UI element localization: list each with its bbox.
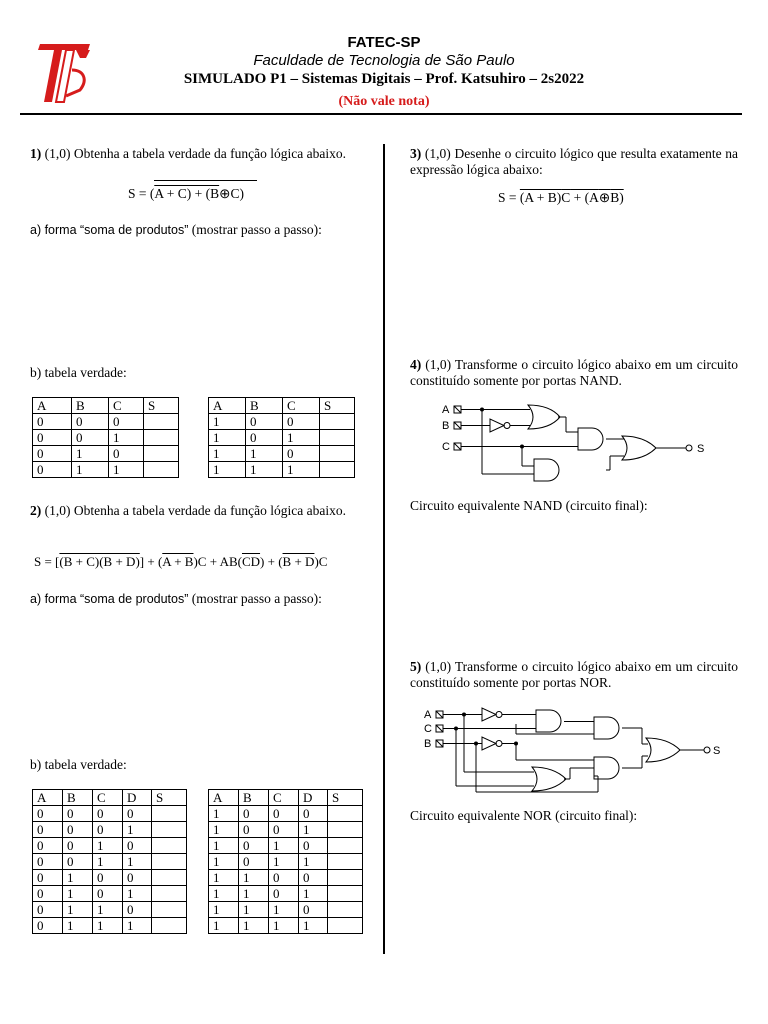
table-cell (320, 462, 355, 478)
table-cell: 1 (63, 918, 93, 934)
table-row (209, 854, 363, 870)
table-cell: 1 (209, 902, 239, 918)
table-cell (328, 822, 363, 838)
table-cell: 1 (109, 430, 144, 446)
table-cell: 0 (33, 918, 63, 934)
table-header-cell: S (152, 790, 187, 806)
table-header-cell: A (33, 398, 72, 414)
table-cell (328, 806, 363, 822)
table-cell: 1 (269, 838, 299, 854)
table-cell: 1 (299, 918, 328, 934)
table-cell (328, 902, 363, 918)
table-cell (144, 414, 179, 430)
table-cell: 0 (269, 822, 299, 838)
table-header-cell: S (328, 790, 363, 806)
table-cell: 1 (209, 446, 246, 462)
table-cell: 1 (209, 806, 239, 822)
table-row (33, 838, 187, 854)
table-cell (152, 838, 187, 854)
table-cell: 0 (93, 870, 123, 886)
q1-eq-overbar (154, 180, 257, 181)
table-cell: 0 (123, 806, 152, 822)
q1-truth-table-right (208, 397, 355, 478)
table-cell: 1 (239, 902, 269, 918)
q5-output-s: S (713, 745, 721, 757)
table-cell: 0 (123, 838, 152, 854)
table-row (33, 462, 179, 478)
header-rule (20, 113, 742, 115)
table-cell: 0 (246, 430, 283, 446)
table-cell: 1 (209, 886, 239, 902)
q3-statement: 3) (1,0) Desenhe o circuito lógico que resulta exatamente na expressão lógica abaixo: (410, 146, 738, 177)
table-header-cell: A (209, 790, 239, 806)
table-cell: 0 (269, 870, 299, 886)
q2-equation: $S = [(B + C)(B + D)] + (A + B)C + AB(\overline{CD}) + (B + D)C$ (34, 554, 328, 569)
table-cell: 1 (269, 854, 299, 870)
table-cell: 0 (246, 414, 283, 430)
table-cell (144, 446, 179, 462)
table-cell (320, 446, 355, 462)
table-cell: 1 (72, 462, 109, 478)
table-cell (320, 414, 355, 430)
q4-output-s: S (697, 443, 705, 455)
table-cell: 0 (239, 838, 269, 854)
q5-circuit-diagram (420, 700, 730, 798)
table-row (33, 918, 187, 934)
table-cell: 1 (283, 430, 320, 446)
table-cell: 0 (93, 886, 123, 902)
table-header-cell: C (283, 398, 320, 414)
table-cell: 1 (269, 918, 299, 934)
table-cell (152, 854, 187, 870)
table-cell: 1 (246, 446, 283, 462)
table-cell (328, 918, 363, 934)
table-header-cell: C (109, 398, 144, 414)
table-cell: 1 (93, 902, 123, 918)
table-cell: 0 (63, 838, 93, 854)
q5-equivalent-label: Circuito equivalente NOR (circuito final): (410, 808, 638, 823)
table-cell: 0 (33, 414, 72, 430)
table-header-row (33, 790, 187, 806)
table-row (209, 838, 363, 854)
q5-statement: 5) (1,0) Transforme o circuito lógico abaixo em um circuito constituído somente por portas NOR. (410, 659, 738, 690)
table-header-cell: C (93, 790, 123, 806)
q4-equivalent-label: Circuito equivalente NAND (circuito final): (410, 498, 648, 513)
table-cell: 0 (72, 430, 109, 446)
table-cell: 1 (209, 430, 246, 446)
table-row (33, 902, 187, 918)
q4-statement: 4) (1,0) Transforme o circuito lógico abaixo em um circuito constituído somente por portas NAND. (410, 357, 738, 388)
table-row (33, 822, 187, 838)
table-cell: 0 (299, 806, 328, 822)
table-cell: 0 (63, 806, 93, 822)
q2-part-b: b) tabela verdade: (30, 757, 127, 772)
table-cell: 1 (299, 854, 328, 870)
table-cell: 0 (33, 886, 63, 902)
table-row (33, 446, 179, 462)
table-cell: 1 (72, 446, 109, 462)
table-cell (144, 430, 179, 446)
table-cell: 0 (63, 854, 93, 870)
table-header-cell: S (144, 398, 179, 414)
table-header-row (33, 398, 179, 414)
table-header-cell: A (209, 398, 246, 414)
table-cell: 1 (63, 870, 93, 886)
q2-truth-table-right (208, 789, 363, 934)
table-cell (152, 870, 187, 886)
table-cell: 0 (299, 838, 328, 854)
table-header-cell: D (123, 790, 152, 806)
table-cell: 1 (63, 886, 93, 902)
q1-equation: S = (A + C) + (B⊕C) (128, 186, 244, 201)
table-cell: 1 (209, 822, 239, 838)
q1-part-b: b) tabela verdade: (30, 365, 127, 380)
table-cell: 0 (269, 806, 299, 822)
table-cell: 0 (299, 902, 328, 918)
table-header-cell: B (246, 398, 283, 414)
table-cell (328, 854, 363, 870)
table-cell: 1 (209, 462, 246, 478)
table-cell: 0 (239, 822, 269, 838)
table-cell: 0 (33, 854, 63, 870)
q1-part-a: a) forma “soma de produtos” (mostrar passo a passo): (30, 222, 322, 237)
table-header-cell: B (239, 790, 269, 806)
table-cell: 1 (246, 462, 283, 478)
exam-note: (Não vale nota) (338, 94, 430, 109)
table-cell: 0 (33, 462, 72, 478)
table-cell: 1 (93, 854, 123, 870)
q1-statement: 1) (1,0) Obtenha a tabela verdade da função lógica abaixo. (30, 146, 346, 161)
table-header-cell: C (269, 790, 299, 806)
q2-statement: 2) (1,0) Obtenha a tabela verdade da função lógica abaixo. (30, 503, 346, 518)
table-cell (328, 870, 363, 886)
table-cell: 1 (239, 886, 269, 902)
table-cell: 0 (33, 430, 72, 446)
table-cell: 0 (109, 414, 144, 430)
table-cell: 0 (269, 886, 299, 902)
table-header-cell: D (299, 790, 328, 806)
q2-part-a: a) forma “soma de produtos” (mostrar passo a passo): (30, 591, 322, 606)
table-row (33, 414, 179, 430)
institution-name: FATEC-SP (347, 34, 421, 51)
table-cell (144, 462, 179, 478)
q4-input-a: A (442, 404, 450, 416)
q4-circuit-diagram (438, 400, 718, 490)
table-cell: 0 (72, 414, 109, 430)
table-header-cell: B (63, 790, 93, 806)
table-cell: 1 (283, 462, 320, 478)
table-row (209, 430, 355, 446)
table-cell: 0 (93, 806, 123, 822)
table-cell: 0 (239, 854, 269, 870)
table-cell: 1 (123, 822, 152, 838)
table-header-cell: B (72, 398, 109, 414)
table-row (209, 918, 363, 934)
table-cell (152, 806, 187, 822)
table-cell: 1 (93, 918, 123, 934)
table-cell: 1 (209, 414, 246, 430)
table-cell: 0 (33, 870, 63, 886)
table-row (33, 430, 179, 446)
q3-equation: S = (A + B)C + (A⊕B) (498, 190, 624, 205)
table-cell: 0 (33, 822, 63, 838)
table-cell: 1 (209, 870, 239, 886)
table-row (209, 886, 363, 902)
table-cell: 0 (283, 414, 320, 430)
table-cell (152, 902, 187, 918)
table-cell (152, 822, 187, 838)
table-row (33, 854, 187, 870)
table-cell: 0 (33, 838, 63, 854)
table-cell: 1 (209, 854, 239, 870)
table-row (33, 886, 187, 902)
table-header-row (209, 790, 363, 806)
table-row (209, 870, 363, 886)
q4-input-c: C (442, 441, 450, 453)
table-header-cell: S (320, 398, 355, 414)
faculty-name: Faculdade de Tecnologia de São Paulo (253, 52, 515, 69)
table-cell: 0 (239, 806, 269, 822)
table-header-row (209, 398, 355, 414)
q1-truth-table-left (32, 397, 179, 478)
table-header-cell: A (33, 790, 63, 806)
table-cell: 1 (109, 462, 144, 478)
table-cell: 1 (123, 886, 152, 902)
table-row (209, 902, 363, 918)
table-cell: 1 (209, 918, 239, 934)
table-cell: 1 (269, 902, 299, 918)
table-row (33, 870, 187, 886)
table-cell (328, 838, 363, 854)
table-cell: 1 (299, 886, 328, 902)
table-row (33, 806, 187, 822)
table-cell: 0 (63, 822, 93, 838)
table-row (209, 462, 355, 478)
table-row (209, 414, 355, 430)
exam-title: SIMULADO P1 – Sistemas Digitais – Prof. Katsuhiro – 2s2022 (183, 71, 585, 87)
table-row (209, 446, 355, 462)
table-cell: 1 (239, 918, 269, 934)
q5-input-b: B (424, 738, 432, 750)
table-cell: 0 (283, 446, 320, 462)
table-cell: 1 (123, 918, 152, 934)
table-cell: 1 (93, 838, 123, 854)
table-cell (152, 918, 187, 934)
table-cell: 1 (63, 902, 93, 918)
table-cell: 0 (123, 902, 152, 918)
q5-input-c: C (424, 723, 432, 735)
table-row (209, 806, 363, 822)
q2-truth-table-left (32, 789, 187, 934)
table-cell: 0 (33, 902, 63, 918)
table-cell (152, 886, 187, 902)
table-cell: 0 (33, 806, 63, 822)
table-cell: 1 (209, 838, 239, 854)
q5-input-a: A (424, 709, 432, 721)
table-cell: 0 (109, 446, 144, 462)
table-cell: 0 (93, 822, 123, 838)
table-cell: 1 (239, 870, 269, 886)
table-cell: 1 (123, 854, 152, 870)
table-cell (328, 886, 363, 902)
table-cell (320, 430, 355, 446)
q4-input-b: B (442, 420, 450, 432)
column-divider (383, 144, 385, 954)
table-cell: 0 (299, 870, 328, 886)
table-cell: 0 (123, 870, 152, 886)
table-cell: 1 (299, 822, 328, 838)
table-row (209, 822, 363, 838)
table-cell: 0 (33, 446, 72, 462)
